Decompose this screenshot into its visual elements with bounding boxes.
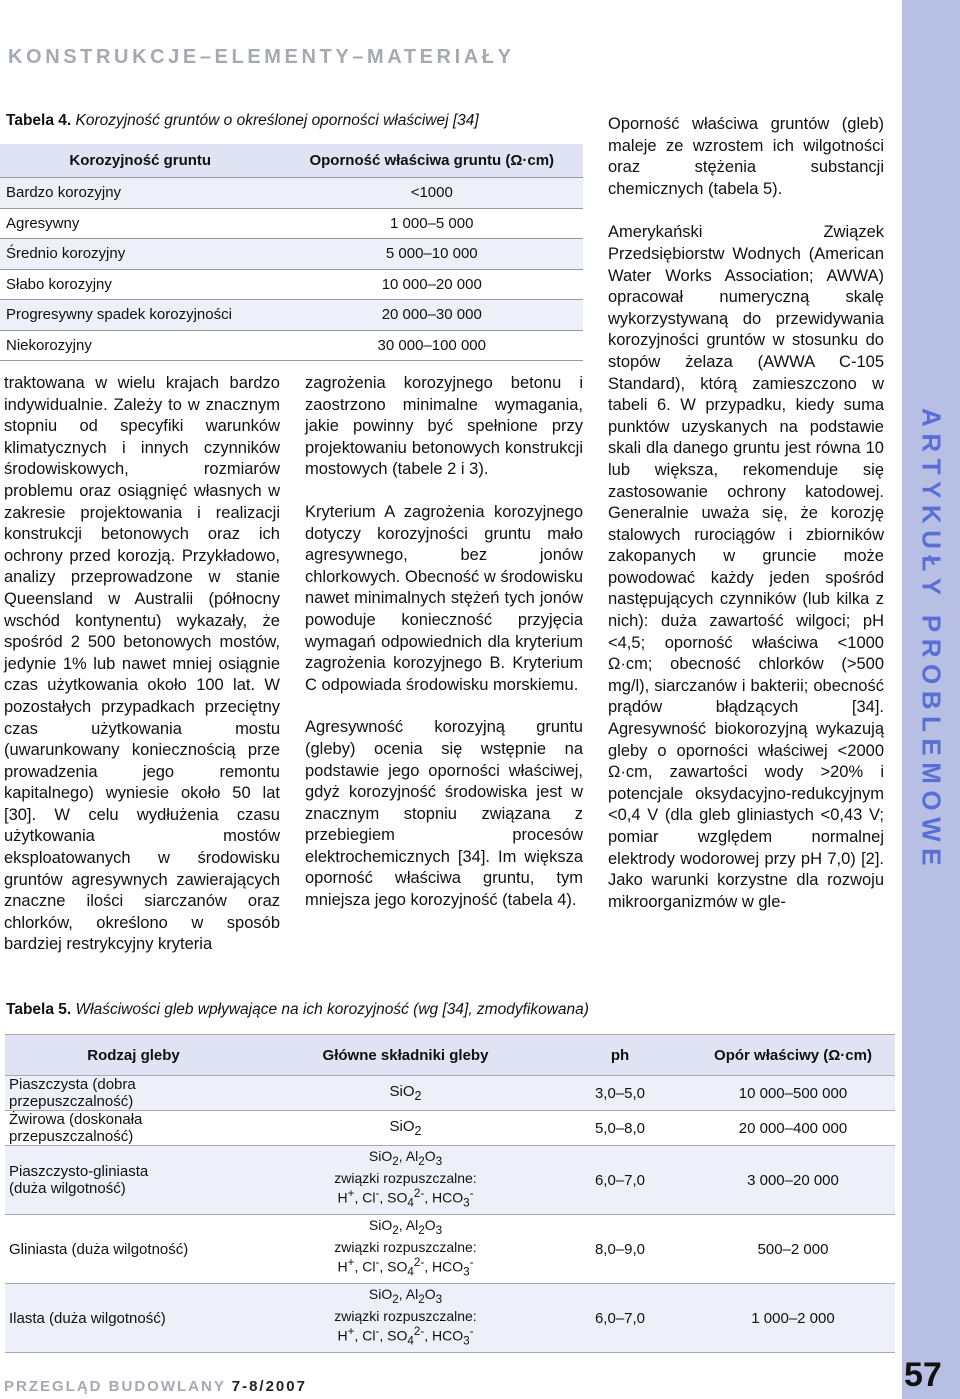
table-header-cell: Oporność właściwa gruntu (Ω·cm) — [281, 144, 583, 178]
table-cell: Piaszczysta (dobra przepuszczalność) — [5, 1076, 262, 1111]
table-cell: 20 000–400 000 — [691, 1111, 895, 1146]
table-header-row — [5, 1035, 895, 1076]
table-cell: Progresywny spadek korozyjności — [0, 300, 281, 331]
table-row — [5, 1284, 895, 1353]
table-row — [5, 1215, 895, 1284]
page-number: 57 — [904, 1356, 942, 1394]
table-cell: SiO$_2$ — [262, 1076, 549, 1111]
sidebar-band — [902, 0, 960, 1399]
table-row — [0, 208, 583, 239]
table-cell: <1000 — [281, 178, 583, 209]
paragraph: Agresywność korozyjną gruntu (gleby) ocenia się wstępnie na podstawie jego oporności właściwej, gdyż korozyjność środowiska jest w znacznym stopniu związana z przebiegiem procesów elektrochemicznych [34]. Im większa oporność właściwa gruntu, tym mniejsza jego korozyjność (tabela 4). — [305, 718, 583, 910]
journal-name: PRZEGLĄD BUDOWLANY — [4, 1378, 226, 1395]
table4 — [0, 144, 583, 361]
table-cell: 8,0–9,0 — [549, 1215, 691, 1284]
table-cell: Bardzo korozyjny — [0, 178, 281, 209]
sidebar-title: ARTYKUŁY PROBLEMOWE — [916, 408, 947, 872]
table4-label: Tabela 4. — [6, 112, 72, 129]
issue-number: 7-8/2007 — [231, 1378, 307, 1395]
paragraph: traktowana w wielu krajach bardzo indywidualnie. Zależy to w znacznym stopniu od specyfiki warunków klimatycznych i innych czynników środowiskowych, rozmiarów problemu oraz osiągnięć własnych w zakresie projektowania i realizacji konstrukcji betonowych oraz ich ochrony przed korozją. Przykładowo, analizy przeprowadzone w stanie Queensland w Australii (północny wschód kontynentu) wykazały, że spośród 2 500 betonowych mostów, jedynie 1% lub nawet mniej osiągnie czas użytkowania około 100 lat. W pozostałych przypadkach przeciętny czas użytkowania mostu (uwarunkowany koniecznością prze prowadzenia jego remontu kapitalnego) wyniesie około 50 lat [30]. W celu wydłużenia czasu użytkowania mostów eksploatowanych w środowisku gruntów agresywnych zawierających znaczne ilości siarczanów oraz chlorków, określono w sposób bardziej restrykcyjny kryteria — [4, 374, 280, 954]
text-column-3 — [608, 114, 884, 913]
table5-title: Właściwości gleb wpływające na ich korozyjność (wg [34], zmodyfikowana) — [75, 1001, 589, 1018]
text-column-2 — [305, 373, 583, 912]
table-cell: SiO$_2$, $Al_2O_3$ związki rozpuszczalne: H+, Cl-, $SO_4^{2-}$, $HCO_3^-$ — [262, 1146, 549, 1215]
text-column-1 — [4, 373, 280, 956]
table-cell: SiO$_2$ — [262, 1111, 549, 1146]
table-cell: 500–2 000 — [691, 1215, 895, 1284]
table-row — [5, 1146, 895, 1215]
table-row — [0, 178, 583, 209]
paragraph: Amerykański Związek Przedsiębiorstw Wodnych (American Water Works Association; AWWA) opracował numeryczną skalę wykorzystywaną do przewidywania korozyjności gruntów w stosunku do stopów żelaza (AWWA C-105 Standard), którą zamieszczono w tabeli 6. W przypadku, kiedy suma punktów uzyskanych na podstawie skali dla danego gruntu jest równa 10 lub większa, rekomenduje się zastosowanie ochrony katodowej. Generalnie uważa się, że korozję stalowych rurociągów i zbiorników zakopanych w gruncie może powodować każdy jeden spośród następujących czynników (lub kilka z nich): duża zawartość wilgoci; pH <4,5; oporność właściwa <1000 Ω·cm; obecność chlorków (>500 mg/l), siarczanów i bakterii; obecność prądów błądzących [34]. Agresywność biokorozyjną wykazują gleby o oporności właściwej <2000 Ω·cm, zawartości wody >20% i potencjale oksydacyjno-redukcyjnym <0,4 V (dla gleb gliniastych <0,43 V; pomiar względem normalnej elektrody wodorowej przy pH 7,0) [2]. Jako warunki korzystne dla rozwoju mikroorganizmów w gle- — [608, 223, 884, 911]
table-cell: 30 000–100 000 — [281, 330, 583, 361]
table-cell: 1 000–2 000 — [691, 1284, 895, 1353]
paragraph: Kryterium A zagrożenia korozyjnego dotyczy korozyjności gruntu mało agresywnego, bez jonów chlorkowych. Obecność w środowisku nawet minimalnych stężeń tych jonów powoduje konieczność przyjęcia wymagań odpowiednich dla kryterium zagrożenia korozyjnego B. Kryterium C odpowiada środowisku morskiemu. — [305, 502, 583, 694]
table-cell: Średnio korozyjny — [0, 239, 281, 270]
table5-label: Tabela 5. — [6, 1001, 72, 1018]
table-cell: 3,0–5,0 — [549, 1076, 691, 1111]
footer — [4, 1378, 307, 1395]
table-cell: 6,0–7,0 — [549, 1284, 691, 1353]
table-cell: 20 000–30 000 — [281, 300, 583, 331]
section-header: KONSTRUKCJE–ELEMENTY–MATERIAŁY — [8, 46, 515, 68]
table-cell: 5 000–10 000 — [281, 239, 583, 270]
table-cell: Słabo korozyjny — [0, 269, 281, 300]
paragraph: Oporność właściwa gruntów (gleb) maleje ze wzrostem ich wilgotności oraz stężenia substancji chemicznych (tabela 5). — [608, 115, 884, 198]
table-cell: 10 000–500 000 — [691, 1076, 895, 1111]
table-cell: Piaszczysto-gliniasta (duża wilgotność) — [5, 1146, 262, 1215]
table-cell: SiO$_2$, $Al_2O_3$ związki rozpuszczalne: H+, Cl-, $SO_4^{2-}$, $HCO_3^-$ — [262, 1284, 549, 1353]
table-cell: SiO$_2$, $Al_2O_3$ związki rozpuszczalne: H+, Cl-, $SO_4^{2-}$, $HCO_3^-$ — [262, 1215, 549, 1284]
table-cell: Niekorozyjny — [0, 330, 281, 361]
table-header-cell: ph — [549, 1035, 691, 1076]
table-cell: 5,0–8,0 — [549, 1111, 691, 1146]
table-cell: Agresywny — [0, 208, 281, 239]
table-header-cell: Rodzaj gleby — [5, 1035, 262, 1076]
table4-title: Korozyjność gruntów o określonej oporności właściwej [34] — [75, 112, 479, 129]
table-cell: Gliniasta (duża wilgotność) — [5, 1215, 262, 1284]
table-row — [5, 1076, 895, 1111]
table-cell: Ilasta (duża wilgotność) — [5, 1284, 262, 1353]
table5-caption — [6, 1001, 589, 1019]
table-cell: Żwirowa (doskonała przepuszczalność) — [5, 1111, 262, 1146]
table-row — [0, 300, 583, 331]
table-header-cell: Opór właściwy (Ω·cm) — [691, 1035, 895, 1076]
table-row — [0, 269, 583, 300]
table-row — [0, 330, 583, 361]
table-header-cell: Korozyjność gruntu — [0, 144, 281, 178]
table-row — [5, 1111, 895, 1146]
table-cell: 3 000–20 000 — [691, 1146, 895, 1215]
paragraph: zagrożenia korozyjnego betonu i zaostrzono minimalne wymagania, jakie powinny być spełnione przy projektowaniu betonowych konstrukcji mostowych (tabele 2 i 3). — [305, 374, 583, 479]
table-cell: 10 000–20 000 — [281, 269, 583, 300]
table-cell: 6,0–7,0 — [549, 1146, 691, 1215]
table-header-cell: Główne składniki gleby — [262, 1035, 549, 1076]
table-row — [0, 239, 583, 270]
table-cell: 1 000–5 000 — [281, 208, 583, 239]
table5 — [5, 1034, 895, 1353]
table4-caption — [6, 112, 479, 130]
table-header-row — [0, 144, 583, 178]
